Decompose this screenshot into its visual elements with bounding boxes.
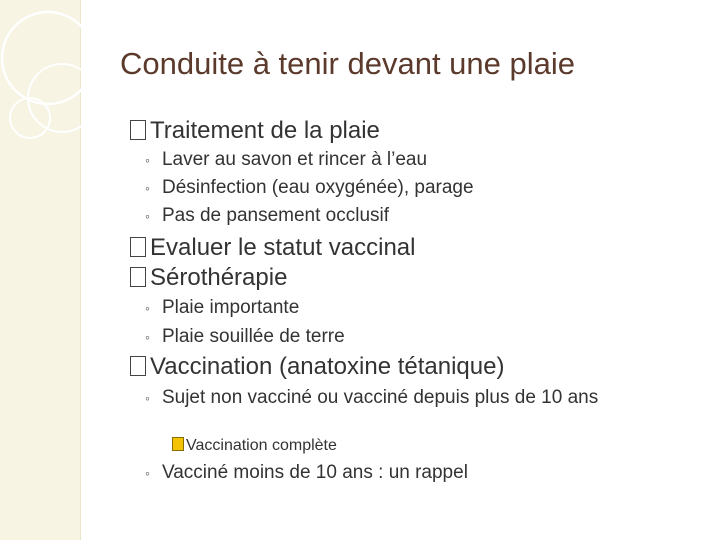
subbullet-desinfection bbox=[145, 177, 474, 199]
slide-title: Conduite à tenir devant une plaie bbox=[120, 46, 575, 81]
bullet-vaccination bbox=[130, 353, 504, 381]
bullet-traitement bbox=[130, 117, 380, 145]
subbullet-text: Pas de pansement occlusif bbox=[161, 205, 390, 226]
subbullet-text: Laver au savon et rincer à l’eau bbox=[161, 149, 428, 170]
bullet-box-icon bbox=[130, 237, 146, 257]
subsubbullet-text: Vaccination complète bbox=[186, 437, 337, 454]
subbullet-rappel bbox=[145, 462, 468, 484]
subbullet-plaie-importante bbox=[145, 297, 299, 319]
bullet-evaluer bbox=[130, 234, 415, 262]
circle-bullet-icon: ◦ bbox=[145, 329, 150, 345]
subbullet-text: Plaie importante bbox=[161, 297, 300, 318]
circle-bullet-icon: ◦ bbox=[145, 390, 150, 406]
subbullet-plaie-souillee bbox=[145, 326, 345, 348]
subbullet-pansement bbox=[145, 205, 389, 227]
circle-bullet-icon: ◦ bbox=[145, 465, 150, 481]
bullet-text: Traitement de la plaie bbox=[150, 117, 380, 144]
bullet-text: Sérothérapie bbox=[150, 264, 288, 291]
bullet-box-icon bbox=[172, 437, 184, 451]
subbullet-text: Sujet non vacciné ou vacciné depuis plus de 10 ans bbox=[161, 387, 599, 408]
bullet-box-icon bbox=[130, 267, 146, 287]
circle-bullet-icon: ◦ bbox=[145, 208, 150, 224]
bullet-text: Vaccination (anatoxine tétanique) bbox=[150, 353, 505, 380]
subbullet-text: Désinfection (eau oxygénée), parage bbox=[161, 177, 474, 198]
bullet-serotherapie bbox=[130, 264, 287, 292]
bullet-text: Evaluer le statut vaccinal bbox=[150, 234, 416, 261]
subbullet-laver bbox=[145, 149, 427, 171]
circle-bullet-icon: ◦ bbox=[145, 180, 150, 196]
bullet-box-icon bbox=[130, 120, 146, 140]
subbullet-sujet bbox=[145, 387, 665, 409]
subbullet-text: Vacciné moins de 10 ans : un rappel bbox=[161, 462, 468, 483]
circle-bullet-icon: ◦ bbox=[145, 152, 150, 168]
subsubbullet-vaccination-complete bbox=[172, 436, 337, 456]
bullet-box-icon bbox=[130, 356, 146, 376]
subbullet-text: Plaie souillée de terre bbox=[161, 326, 345, 347]
circle-bullet-icon: ◦ bbox=[145, 300, 150, 316]
